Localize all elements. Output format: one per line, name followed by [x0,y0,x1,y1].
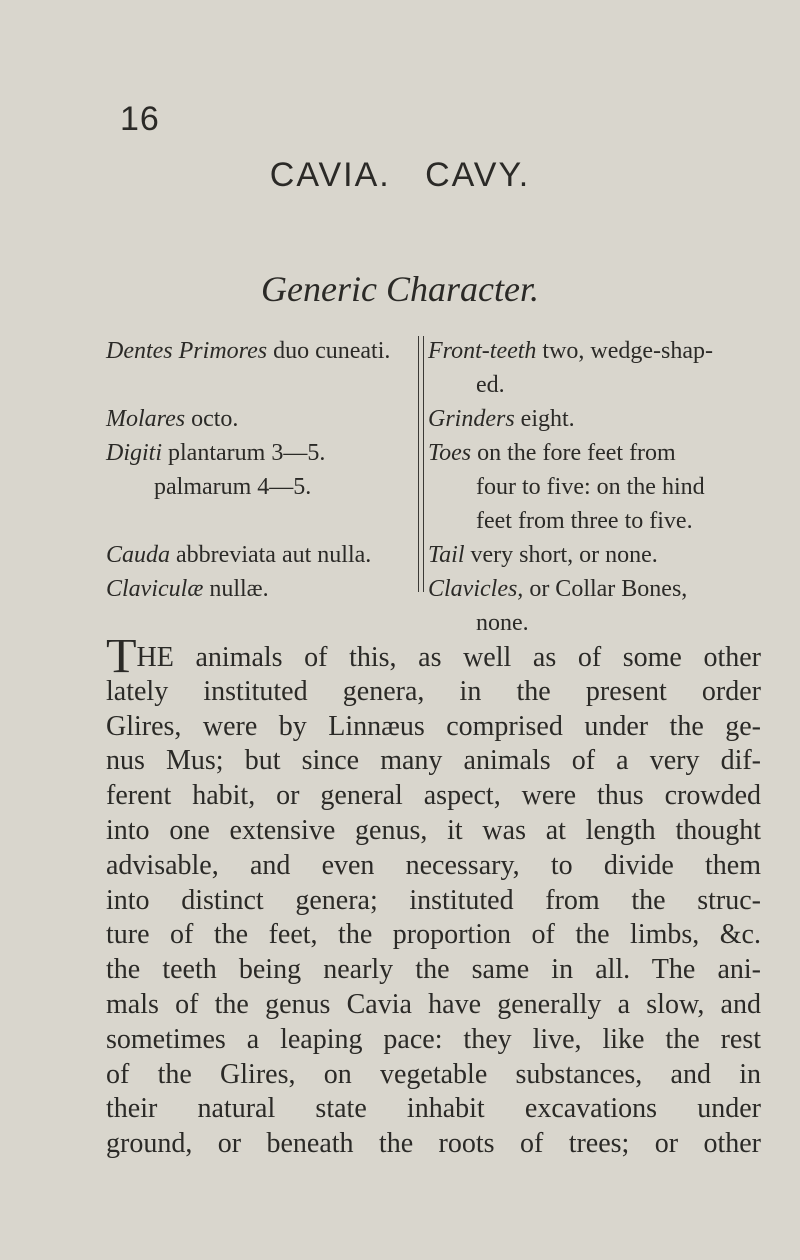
english-line: Tail very short, or none. [428,542,658,568]
english-line: Front-teeth two, wedge-shap- [428,338,714,364]
latin-line: Dentes Primores duo cuneati. [106,338,391,364]
body-line: sometimes a leaping pace: they live, like the rest [106,1023,761,1055]
drop-cap: T [106,640,137,675]
latin-line: Claviculæ nullæ. [106,576,269,602]
english-line: Grinders eight. [428,406,575,432]
body-line: their natural state inhabit excavations under [106,1093,761,1125]
body-line: Glires, were by Linnæus comprised under the ge- [106,710,761,742]
body-line: lately instituted genera, in the present order [106,675,761,707]
english-line: Toes on the fore feet from [428,440,676,466]
english-line: none. [476,610,529,636]
body-line: of the Glires, on vegetable substances, and in [106,1058,761,1090]
body-line: nus Mus; but since many animals of a very dif- [106,745,761,777]
subtitle: Generic Character. [261,269,539,309]
body-paragraph [106,640,761,1162]
column-divider [418,336,424,592]
body-line: the teeth being nearly the same in all. The ani- [106,954,761,986]
english-line: ed. [476,372,505,398]
body-line: ferent habit, or general aspect, were thus crowded [106,780,761,812]
body-line: ture of the feet, the proportion of the limbs, &c. [106,919,761,951]
body-line: THE animals of this, as well as of some other [106,640,761,675]
english-line: feet from three to five. [476,508,693,534]
body-line: into distinct genera; instituted from the struc- [106,884,761,916]
body-line: into one extensive genus, it was at length thought [106,814,761,846]
english-line: four to five: on the hind [476,474,705,500]
latin-line: Molares octo. [106,406,239,432]
page-title: CAVIA. CAVY. [269,156,531,194]
english-line: Clavicles, or Collar Bones, [428,576,688,602]
latin-line: Cauda abbreviata aut nulla. [106,542,372,568]
body-line: ground, or beneath the roots of trees; or other [106,1128,761,1160]
body-line: mals of the genus Cavia have generally a slow, and [106,988,761,1020]
body-line: advisable, and even necessary, to divide them [106,849,761,881]
page-number: 16 [120,100,160,138]
latin-line: palmarum 4—5. [154,474,312,500]
latin-line: Digiti plantarum 3—5. [106,440,326,466]
